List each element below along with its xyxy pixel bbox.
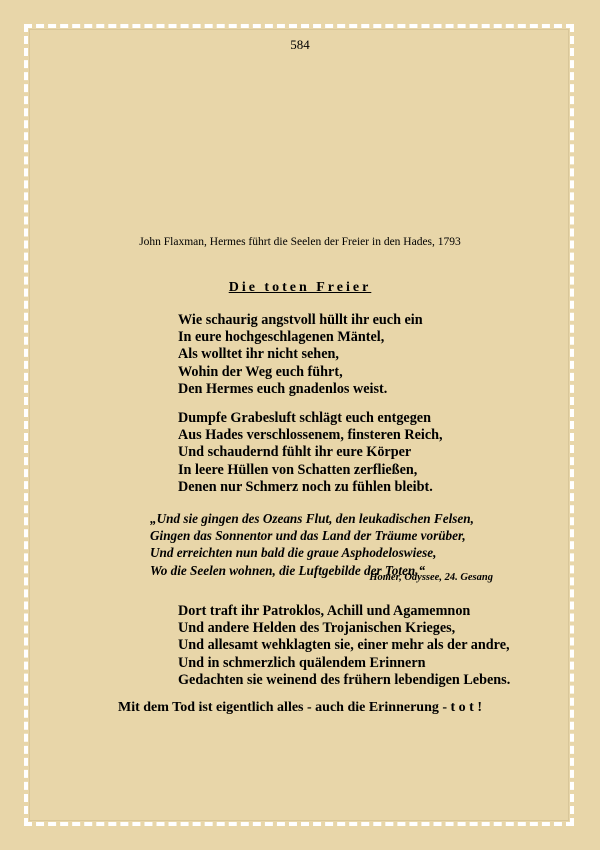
quote-line: Wo die Seelen wohnen, die Luftgebilde der Toten.“ — [150, 562, 426, 578]
poem-line: Dort traft ihr Patroklos, Achill und Agamemnon — [178, 603, 471, 619]
poem-line: Und allesamt wehklagten sie, einer mehr als der andre, — [178, 637, 510, 654]
quote-line: Gingen das Sonnentor und das Land der Träume vorüber, — [150, 528, 466, 544]
poem-line: Den Hermes euch gnadenlos weist. — [178, 380, 388, 397]
final-line: Mit dem Tod ist eigentlich alles - auch die Erinnerung - t o t ! — [118, 700, 482, 715]
poem-line: Aus Hades verschlossenem, finsteren Reich, — [178, 427, 443, 444]
poem-title: Die toten Freier — [228, 280, 372, 295]
poem-line: Denen nur Schmerz noch zu fühlen bleibt. — [178, 478, 433, 495]
quote-line: „Und sie gingen des Ozeans Flut, den leukadischen Felsen, — [150, 511, 474, 526]
image-caption: John Flaxman, Hermes führt die Seelen der Freier in den Hades, 1793 — [139, 236, 461, 248]
poem-line: Gedachten sie weinend des frühern lebendigen Lebens. — [178, 671, 511, 688]
quote-line: Und erreichten nun bald die graue Asphodeloswiese, — [150, 545, 437, 561]
poem-line: Und in schmerzlich quälendem Erinnern — [178, 654, 426, 671]
poem-line: Wie schaurig angstvoll hüllt ihr euch ein — [178, 312, 423, 328]
stanza-2 — [178, 410, 443, 496]
poem-line: In eure hochgeschlagenen Mäntel, — [178, 329, 385, 346]
poem-line: In leere Hüllen von Schatten zerfließen, — [178, 461, 418, 478]
poem-line: Und andere Helden des Trojanischen Krieges, — [178, 620, 456, 637]
poem-line: Und schaudernd fühlt ihr eure Körper — [178, 444, 412, 461]
quote-attribution: Homer, Odyssee, 24. Gesang — [369, 572, 493, 583]
stanza-3 — [178, 603, 510, 689]
page-number: 584 — [290, 37, 310, 52]
homer-quote — [150, 510, 510, 579]
stanza-1 — [178, 312, 423, 398]
poem-line: Dumpfe Grabesluft schlägt euch entgegen — [178, 410, 431, 426]
poem-line: Wohin der Weg euch führt, — [178, 363, 343, 380]
poem-line: Als wolltet ihr nicht sehen, — [178, 346, 339, 363]
